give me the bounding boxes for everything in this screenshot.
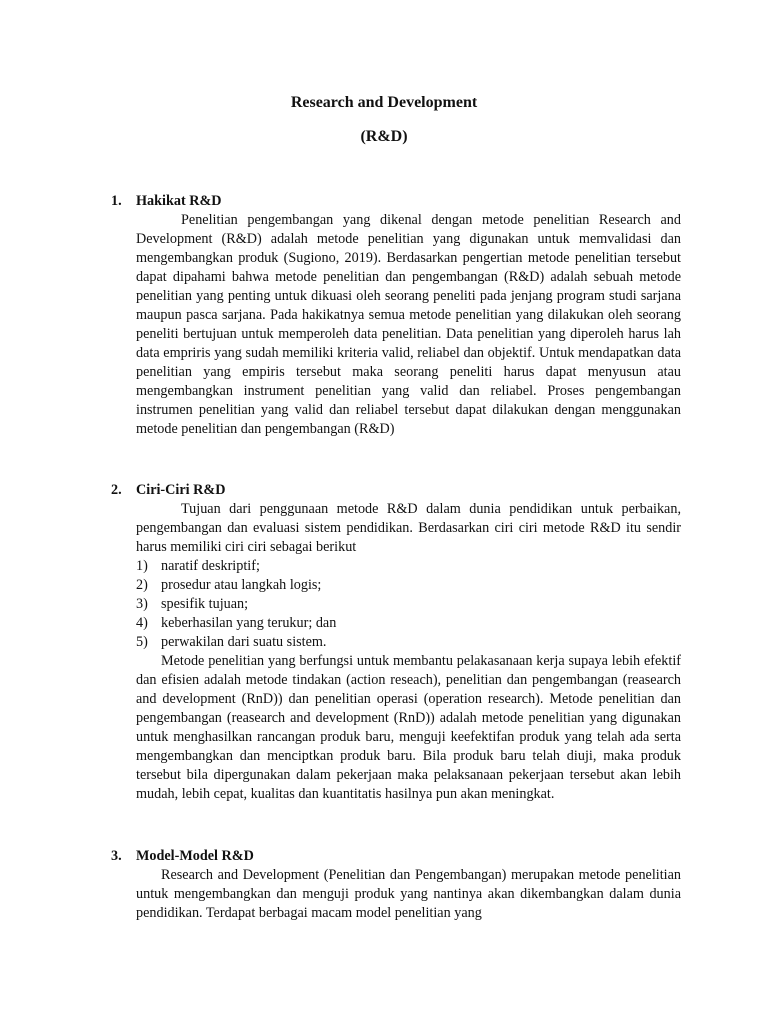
section-paragraph: Research and Development (Penelitian dan Pengembangan) merupakan metode penelitian untuk mengembangkan dan menguji produk yang nantinya akan dikembangkan dalam dunia pendidikan. Terdapat berbagai macam model penelitian yang — [136, 867, 681, 921]
section-title: Hakikat R&D — [136, 193, 222, 209]
section-title: Model-Model R&D — [136, 848, 254, 864]
section-paragraph: Penelitian pengembangan yang dikenal dengan metode penelitian Research and Development (R&D) adalah metode penelitian yang digunakan untuk memvalidasi dan mengembangkan produk (Sugiono, 2019). Berdasarkan pengertian metode penelitian tersebut dapat dipahami bahwa metode penelitian dan pengembangan (R&D) adalah sebuah metode penelitian yang penting untuk dikuasi oleh seorang peneliti pada jenjang program studi sarjana maupun pasca sarjana. Pada hakikatnya semua metode penelitian yang dilakukan oleh seorang peneliti bertujuan untuk memperoleh data penelitian. Data penelitian yang diperoleh harus lah data empriris yang sudah memiliki kriteria valid, reliabel dan objektif. Untuk mendapatkan data penelitian yang empiris tersebut maka seorang peneliti harus dapat menyusun atau mengembangkan instrument penelitian yang valid dan reliabel. Proses pengembangan instrumen penelitian yang valid dan reliabel tersebut dapat dilakukan dengan menggunakan metode penelitian dan pengembangan (R&D) — [136, 212, 681, 437]
document-title: Research and Development — [290, 94, 478, 111]
section-number: 1. — [111, 193, 122, 209]
list-item: 1) naratif deskriptif; — [136, 558, 260, 574]
list-item: 5) perwakilan dari suatu sistem. — [136, 634, 327, 650]
list-item: 3) spesifik tujuan; — [136, 596, 249, 612]
section-title: Ciri-Ciri R&D — [136, 482, 226, 498]
section-heading — [111, 481, 681, 500]
document-subtitle: (R&D) — [360, 128, 408, 145]
section-number: 3. — [111, 848, 122, 864]
section-heading — [111, 847, 681, 866]
section-ciri-ciri — [111, 481, 681, 804]
section-intro: Tujuan dari penggunaan metode R&D dalam dunia pendidikan untuk perbaikan, pengembangan dan evaluasi sistem pendidikan. Berdasarkan ciri ciri metode R&D itu sendir harus memiliki ciri ciri sebagai berikut — [136, 501, 681, 555]
section-paragraph: Metode penelitian yang berfungsi untuk membantu pelakasanaan kerja supaya lebih efektif dan efisien adalah metode tindakan (action reseach), penelitian dan pengembangan (reasearch and development (RnD)) dan penelitian operasi (operation research). Metode penelitian dan pengembangan (reasearch and development (RnD)) adalah metode penelitian yang digunakan untuk menghasilkan rancangan produk baru, menguji keefektifan produk yang telah ada serta mengembangkan dan menciptkan produk baru. Bila produk baru telah diuji, maka produk tersebut bila dipergunakan dalam pekerjaan maka pelaksanaan pekerjaan tersebut akan lebih mudah, lebih cepat, kualitas dan kuantitatis hasilnya pun akan meningkat. — [136, 653, 681, 802]
section-number: 2. — [111, 482, 122, 498]
section-model-model — [111, 847, 681, 923]
list-item: 4) keberhasilan yang terukur; dan — [136, 615, 337, 631]
section-hakikat — [111, 192, 681, 439]
list-item: 2) prosedur atau langkah logis; — [136, 577, 322, 593]
section-heading — [111, 192, 681, 211]
criteria-list — [136, 557, 681, 652]
